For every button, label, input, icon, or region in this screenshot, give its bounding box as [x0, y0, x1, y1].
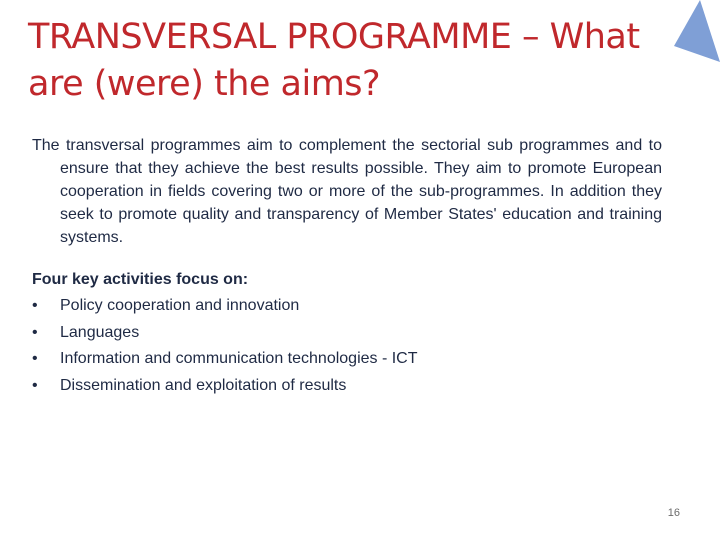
- list-item: [32, 373, 662, 400]
- page-number: 16: [667, 507, 680, 519]
- intro-paragraph: The transversal programmes aim to complement the sectorial sub programmes and to ensure that they achieve the best results possible. They aim to promote European cooperation in fields covering two or more of the sub-programmes. In addition they seek to promote quality and transparency of Member States' education and training systems.: [32, 137, 662, 246]
- corner-triangle-icon: [668, 0, 720, 70]
- list-item: [32, 293, 662, 320]
- list-heading: Four key activities focus on:: [32, 271, 249, 288]
- list-item: [32, 320, 662, 347]
- bullet-icon: •: [32, 350, 38, 367]
- list-item-text: Languages: [60, 323, 140, 341]
- bullet-icon: •: [32, 323, 38, 341]
- bullet-icon: •: [32, 297, 38, 314]
- slide-title: TRANSVERSAL PROGRAMME – What are (were) the aims?: [28, 17, 640, 104]
- list-item-text: Dissemination and exploitation of results: [60, 376, 347, 394]
- list-item-text: Policy cooperation and innovation: [60, 297, 300, 314]
- activities-list: [32, 293, 662, 399]
- slide-body: [32, 134, 662, 399]
- bullet-icon: •: [32, 376, 38, 394]
- list-item-text: Information and communication technologies - ICT: [60, 350, 418, 367]
- list-item: [32, 346, 662, 373]
